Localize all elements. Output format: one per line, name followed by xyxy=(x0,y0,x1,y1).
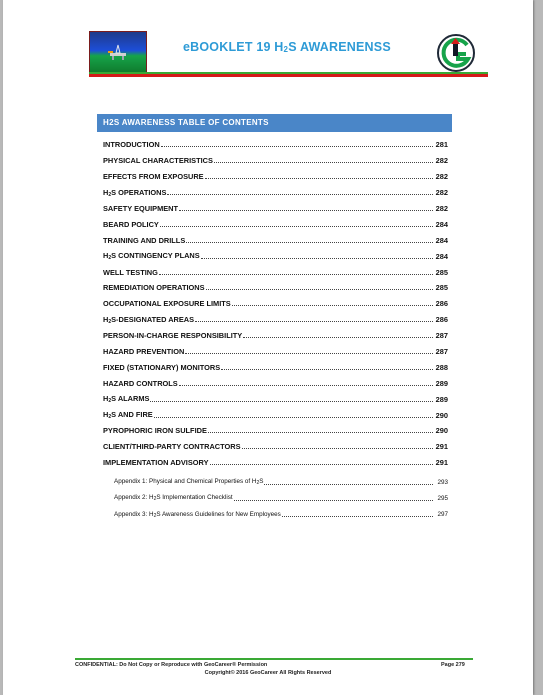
label-text: PERSON-IN-CHARGE RESPONSIBILITY xyxy=(103,331,243,341)
toc-entry-label xyxy=(103,442,241,451)
footer-confidential: CONFIDENTIAL: Do Not Copy or Reproduce with GeoCareer® Permission xyxy=(75,662,268,668)
dot-leader xyxy=(161,146,433,147)
toc-entry[interactable] xyxy=(103,312,448,328)
label-text-rest: S CONTINGENCY PLANS xyxy=(111,251,200,261)
toc-entry-label xyxy=(103,363,220,372)
dot-leader xyxy=(179,210,433,211)
toc-entry-label xyxy=(103,299,231,308)
toc-page-number: 286 xyxy=(435,315,448,325)
dot-leader xyxy=(179,385,433,386)
toc-page-number: 281 xyxy=(435,140,448,150)
dot-leader xyxy=(185,353,433,354)
label-subscript: 2 xyxy=(153,512,157,519)
toc-entry[interactable] xyxy=(103,232,448,248)
toc-appendix-entry[interactable] xyxy=(114,474,448,490)
toc-entry[interactable] xyxy=(103,375,448,391)
toc-entry[interactable] xyxy=(103,153,448,169)
toc-page-number: 291 xyxy=(435,458,448,468)
header-rule-red xyxy=(89,74,488,77)
label-text: Appendix 2: H xyxy=(114,494,154,502)
label-subscript: 2 xyxy=(108,398,112,405)
dot-leader xyxy=(167,194,433,195)
label-text: H xyxy=(103,410,109,420)
dot-leader xyxy=(154,417,433,418)
toc-entry-label xyxy=(103,379,178,388)
label-text: FIXED (STATIONARY) MONITORS xyxy=(103,362,221,372)
title-text-rest: S AWARENENSS xyxy=(288,40,391,54)
label-text: H xyxy=(103,394,109,404)
toc-entries xyxy=(103,137,448,471)
toc-entry-label xyxy=(103,251,200,261)
dot-leader xyxy=(186,242,433,243)
toc-entry[interactable] xyxy=(103,185,448,201)
toc-entry-label xyxy=(103,426,207,435)
toc-page-number: 285 xyxy=(435,283,448,293)
toc-entry-label xyxy=(103,204,178,213)
toc-page-number: 284 xyxy=(435,235,448,245)
footer-rule xyxy=(75,658,473,660)
toc-appendix-entry[interactable] xyxy=(114,507,448,523)
label-text: H xyxy=(103,314,109,324)
toc-entry[interactable] xyxy=(103,280,448,296)
toc-entry-label xyxy=(103,188,166,198)
label-text: SAFETY EQUIPMENT xyxy=(103,204,179,213)
toc-appendices xyxy=(114,474,448,523)
dot-leader xyxy=(160,226,433,227)
dot-leader xyxy=(150,401,433,402)
toc-entry-label xyxy=(103,268,158,277)
toc-entry-label xyxy=(103,458,209,467)
label-text: HAZARD CONTROLS xyxy=(103,378,178,388)
label-text-rest: S Awareness Guidelines for New Employees xyxy=(156,510,281,518)
toc-page-number: 293 xyxy=(437,478,448,486)
toc-entry-label xyxy=(114,494,233,502)
dot-leader xyxy=(243,337,433,338)
toc-entry-label xyxy=(103,283,205,292)
label-subscript: 2 xyxy=(108,255,112,262)
toc-page-number: 287 xyxy=(435,331,448,341)
offshore-rig-logo xyxy=(89,31,147,74)
toc-entry-label xyxy=(114,478,263,486)
toc-page-number: 297 xyxy=(437,511,448,519)
dot-leader xyxy=(159,274,433,275)
label-text: H xyxy=(103,187,109,197)
dot-leader xyxy=(214,162,433,163)
label-text-rest: S xyxy=(259,478,264,486)
toc-entry[interactable] xyxy=(103,407,448,423)
toc-entry[interactable] xyxy=(103,137,448,153)
label-text: H xyxy=(103,251,109,261)
toc-entry[interactable] xyxy=(103,264,448,280)
label-subscript: 2 xyxy=(108,318,112,325)
toc-entry-label xyxy=(103,410,153,420)
label-text: REMEDIATION OPERATIONS xyxy=(103,283,205,293)
label-text: PHYSICAL CHARACTERISTICS xyxy=(103,156,213,166)
toc-entry[interactable] xyxy=(103,328,448,344)
toc-entry[interactable] xyxy=(103,248,448,264)
label-text: PYROPHORIC IRON SULFIDE xyxy=(103,426,207,436)
toc-entry-label xyxy=(114,511,281,519)
toc-page-number: 290 xyxy=(435,426,448,436)
dot-leader xyxy=(195,321,433,322)
toc-page-number: 284 xyxy=(435,251,448,261)
toc-page-number: 288 xyxy=(435,362,448,372)
document-page xyxy=(3,0,533,695)
toc-page-number: 289 xyxy=(435,394,448,404)
dot-leader xyxy=(206,289,433,290)
toc-page-number: 284 xyxy=(435,219,448,229)
label-subscript: 2 xyxy=(108,414,112,421)
label-subscript: 2 xyxy=(256,480,260,487)
toc-entry-label xyxy=(103,394,149,404)
toc-entry[interactable] xyxy=(103,359,448,375)
footer-page-number: Page 279 xyxy=(441,662,465,668)
toc-page-number: 282 xyxy=(435,204,448,213)
label-text: Appendix 1: Physical and Chemical Properties of H xyxy=(114,478,257,486)
label-text: Appendix 3: H xyxy=(114,510,154,518)
toc-entry[interactable] xyxy=(103,296,448,312)
dot-leader xyxy=(234,500,433,501)
booklet-title xyxy=(183,40,391,54)
label-text-rest: S OPERATIONS xyxy=(111,187,167,197)
toc-entry[interactable] xyxy=(103,169,448,185)
title-subscript: 2 xyxy=(283,45,289,54)
toc-page-number: 295 xyxy=(437,494,448,502)
label-text: HAZARD PREVENTION xyxy=(103,347,185,357)
dot-leader xyxy=(282,516,433,517)
toc-page-number: 287 xyxy=(435,347,448,357)
toc-entry-label xyxy=(103,331,242,340)
dot-leader xyxy=(208,432,433,433)
dot-leader xyxy=(201,258,433,259)
label-text: BEARD POLICY xyxy=(103,219,159,229)
toc-entry[interactable] xyxy=(103,201,448,217)
toc-entry-label xyxy=(103,156,213,165)
label-text: INTRODUCTION xyxy=(103,140,160,150)
toc-appendix-entry[interactable] xyxy=(114,490,448,506)
label-text: TRAINING AND DRILLS xyxy=(103,235,186,245)
dot-leader xyxy=(264,484,433,485)
toc-heading: H2S AWARENESS TABLE OF CONTENTS xyxy=(97,114,452,132)
dot-leader xyxy=(242,448,433,449)
toc-entry-label xyxy=(103,220,159,229)
toc-page-number: 286 xyxy=(435,299,448,309)
toc-entry-label xyxy=(103,315,194,325)
toc-entry-label xyxy=(103,347,184,356)
toc-entry-label xyxy=(103,236,185,245)
toc-entry[interactable] xyxy=(103,439,448,455)
label-text-rest: S Implementation Checklist xyxy=(156,494,233,502)
toc-page-number: 282 xyxy=(435,188,448,198)
dot-leader xyxy=(221,369,433,370)
toc-page-number: 289 xyxy=(435,378,448,388)
footer-copyright: Copyright© 2016 GeoCareer All Rights Reserved xyxy=(204,670,332,676)
toc-entry-label xyxy=(103,172,204,181)
toc-page-number: 291 xyxy=(435,442,448,452)
toc-page-number: 282 xyxy=(435,172,448,182)
toc-entry-label xyxy=(103,140,160,149)
label-text: IMPLEMENTATION ADVISORY xyxy=(103,458,209,468)
label-subscript: 2 xyxy=(108,191,112,198)
toc-entry[interactable] xyxy=(103,216,448,232)
oil-rig-icon xyxy=(108,44,128,60)
title-text: eBOOKLET 19 H xyxy=(183,40,284,54)
toc-page-number: 290 xyxy=(435,410,448,420)
toc-entry[interactable] xyxy=(103,423,448,439)
label-text-rest: S AND FIRE xyxy=(111,410,153,420)
label-text-rest: S ALARMS xyxy=(111,394,150,404)
label-subscript: 2 xyxy=(153,496,157,503)
toc-page-number: 285 xyxy=(435,267,448,277)
toc-page-number: 282 xyxy=(435,156,448,166)
dot-leader xyxy=(210,464,433,465)
label-text: EFFECTS FROM EXPOSURE xyxy=(103,172,204,182)
toc-entry[interactable] xyxy=(103,344,448,360)
toc-entry[interactable] xyxy=(103,391,448,407)
label-text: CLIENT/THIRD-PARTY CONTRACTORS xyxy=(103,442,241,452)
dot-leader xyxy=(232,305,433,306)
toc-entry[interactable] xyxy=(103,455,448,471)
label-text-rest: S-DESIGNATED AREAS xyxy=(111,314,195,324)
label-text: OCCUPATIONAL EXPOSURE LIMITS xyxy=(103,299,231,309)
dot-leader xyxy=(205,178,433,179)
label-text: WELL TESTING xyxy=(103,267,158,277)
geocareer-logo-icon xyxy=(436,33,476,73)
